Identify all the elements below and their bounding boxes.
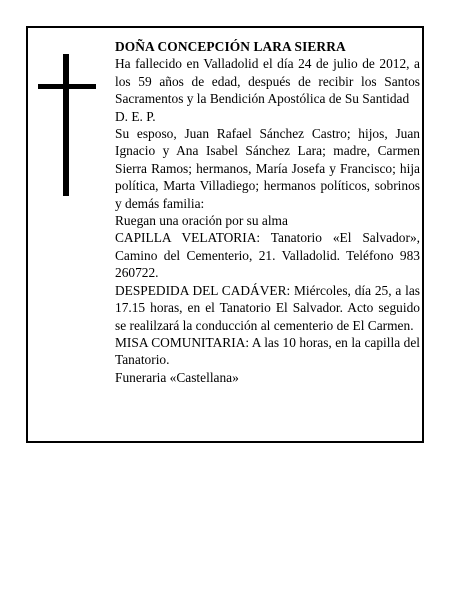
rip-text: D. E. P. — [115, 108, 156, 124]
mass-info: MISA COMUNITARIA: A las 10 horas, en la capilla del Tanatorio. — [115, 334, 420, 368]
death-statement: Ha fallecido en Valladolid el día 24 de julio de 2012, a los 59 años de edad, después de recibir los Santos Sacramentos y la Bendición Apostólica de Su Santidad — [115, 56, 420, 107]
cross-vertical-bar — [63, 54, 69, 196]
funeral-home: Funeraria «Castellana» — [115, 369, 239, 385]
wake-info: CAPILLA VELATORIA: Tanatorio «El Salvador», Camino del Cementerio, 21. Valladolid. Teléfono 983 260722. — [115, 230, 420, 281]
obituary-text — [115, 38, 420, 386]
prayer-request: Ruegan una oración por su alma — [115, 213, 288, 229]
cross-horizontal-bar — [38, 84, 96, 89]
family-list: Su esposo, Juan Rafael Sánchez Castro; hijos, Juan Ignacio y Ana Isabel Sánchez Lara; madre, Carmen Sierra Ramos; hermanos, María Josefa y Francisco; hija política, Marta Villadiego; hermanos políticos, sobrinos y demás familia: — [115, 126, 420, 211]
deceased-name: DOÑA CONCEPCIÓN LARA SIERRA — [115, 39, 346, 54]
farewell-info: DESPEDIDA DEL CADÁVER: Miércoles, día 25, a las 17.15 horas, en el Tanatorio El Salvador. Acto seguido se realilzará la conducción al cementerio de El Carmen. — [115, 282, 420, 333]
